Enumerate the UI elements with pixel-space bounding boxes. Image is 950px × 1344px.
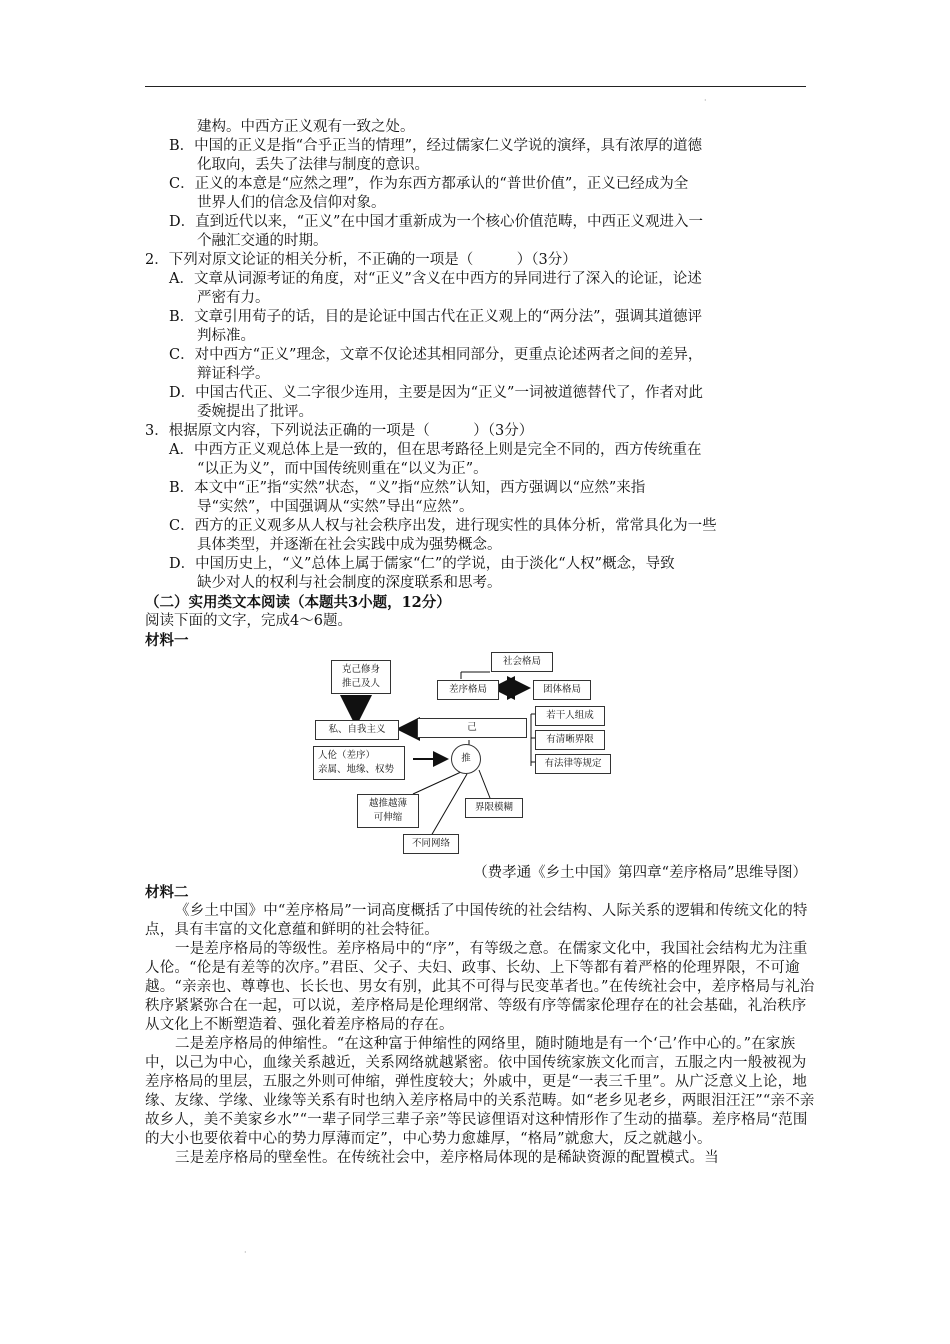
label: 可伸缩 [373,812,403,823]
box-self [417,718,527,738]
figure-caption: （费孝通《乡土中国》第四章“差序格局”思维导图） [473,865,807,881]
box-attr-members [535,706,605,726]
paragraph: 三是差序格局的壁垒性。在传统社会中，差序格局体现的是稀缺资源的配置模式。当 [175,1150,719,1166]
q2-option-d-cont: 委婉提出了批评。 [197,404,313,420]
label: 推 [461,753,471,764]
box-human-relations [313,746,405,780]
q1-option-c: C．正义的本意是“应然之理”，作为东西方都承认的“普世价值”，正义已经成为全 [169,176,689,192]
q1-option-b-cont: 化取向，丢失了法律与制度的意识。 [197,157,429,173]
connector [479,770,490,798]
content [145,118,815,1168]
material-two-label: 材料二 [145,884,189,901]
label: 差序格局 [448,684,487,695]
box-different-networks [403,834,459,854]
label: 不同网络 [411,838,450,849]
label: 私、自我主义 [328,724,386,735]
header-rule [145,86,806,87]
label: 有清晰界限 [546,734,594,745]
q2-stem: 2．下列对原文论证的相关分析，不正确的一项是（ ）（3分） [145,252,577,268]
paragraph: 一是差序格局的等级性。差序格局中的“序”，有等级之意。在儒家文化中，我国社会结构尤为注重人伦。“伦是有差等的次序。”君臣、父子、夫妇、政事、长幼、上下等都有着严格的伦理界限，不可逾越。“亲亲也、尊尊也、长长也、男女有别，此其不可得与民变革者也。”在传统社会中，差序格局与礼治秩序紧紧弥合在一起，可以说，差序格局是伦理纲常、等级有序等儒家伦理存在的社会基础，礼治秩序从文化上不断塑造着、强化着差序格局的存在。 [145,941,815,1033]
box-group-pattern [533,680,591,700]
q2-option-b-cont: 判标准。 [197,328,255,344]
section-instruction: 阅读下面的文字，完成4～6题。 [145,613,352,629]
q3-option-c: C．西方的正义观多从人权与社会秩序出发，进行现实性的具体分析，常常具化为一些 [169,518,717,534]
label: 亲属、地缘、权势 [318,764,395,775]
label: 界限模糊 [474,802,513,813]
mind-map-diagram [145,652,815,862]
box-attr-law [535,754,611,774]
q3-option-b-cont: 导“实然”，中国强调从“实然”导出“应然”。 [197,499,474,515]
speck: · [244,1248,247,1257]
q3-option-b: B．本文中“正”指“实然”状态，“义”指“应然”认知，西方强调以“应然”来指 [169,480,646,496]
q2-option-c: C．对中西方“正义”理念，文章不仅论述其相同部分，更重点论述两者之间的差异， [169,347,703,363]
q1-option-b: B．中国的正义是指“合乎正当的情理”，经过儒家仁义学说的演绎，具有浓厚的道德 [169,138,702,154]
connector [413,772,461,794]
q2-option-b: B．文章引用荀子的话，目的是论证中国古代在正义观上的“两分法”，强调其道德评 [169,309,702,325]
box-selfishness [315,720,399,740]
box-attr-boundary [535,730,605,750]
label: 克己修身 [341,664,380,675]
label: 人伦（差序） [318,750,376,761]
q3-stem: 3．根据原文内容，下列说法正确的一项是（ ）（3分） [145,423,534,439]
box-self-cultivation [331,660,391,694]
material-one-label: 材料一 [145,632,189,649]
q1-option-c-cont: 世界人们的信念及信仰对象。 [197,195,386,211]
box-differential-mode [437,680,499,700]
circle-push [451,744,481,774]
q1-option-a-cont: 建构。中西方正义观有一致之处。 [197,119,415,135]
q3-option-a: A．中西方正义观总体上是一致的，但在思考路径上则是完全不同的，西方传统重在 [169,442,702,458]
q1-option-d: D．直到近代以来，“正义”在中国才重新成为一个核心价值范畴，中西正义观进入一 [169,214,703,230]
paragraph: 《乡土中国》中“差序格局”一词高度概括了中国传统的社会结构、人际关系的逻辑和传统文化的特点，具有丰富的文化意蕴和鲜明的社会特征。 [145,903,808,938]
paragraph: 二是差序格局的伸缩性。“在这种富于伸缩性的网络里，随时随地是有一个‘己’作中心的。”在家族中，以己为中心，血缘关系越近，关系网络就越紧密。依中国传统家族文化而言，五服之内一般被视为差序格局的里层，五服之外则可伸缩，弹性度较大；外戚中，更是“一表三千里”。从广泛意义上论，地缘、友缘、学缘、业缘等关系有时也纳入差序格局中的关系范畴。如“老乡见老乡，两眼泪汪汪”“亲不亲故乡人，美不美家乡水”“一辈子同学三辈子亲”等民谚俚语对这种情形作了生动的描摹。差序格局“范围的大小也要依着中心的势力厚薄而定”，中心势力愈雄厚，“格局”就愈大，反之就越小。 [145,1036,815,1147]
q2-option-a-cont: 严密有力。 [197,290,270,306]
label: 己 [467,722,477,733]
q2-option-d: D．中国古代正、义二字很少连用，主要是因为“正义”一词被道德替代了，作者对此 [169,385,703,401]
box-thinner [357,794,419,828]
q3-option-c-cont: 具体类型，并逐渐在社会实践中成为强势概念。 [197,537,502,553]
q1-option-d-cont: 个融汇交通的时期。 [197,233,328,249]
section-title: （二）实用类文本阅读（本题共3小题，12分） [145,594,451,611]
q3-option-d: D．中国历史上，“义”总体上属于儒家“仁”的学说，由于淡化“人权”概念，导致 [169,556,675,572]
box-social-pattern [491,652,553,672]
label: 若干人组成 [546,710,594,721]
q2-option-c-cont: 辩证科学。 [197,366,270,382]
label: 团体格局 [542,684,581,695]
speck: · [704,96,707,105]
label: 越推越薄 [368,798,407,809]
q2-option-a: A．文章从词源考证的角度，对“正义”含义在中西方的异同进行了深入的论证，论述 [169,271,702,287]
q3-option-a-cont: “以正为义”，而中国传统则重在“以义为正”。 [197,461,488,477]
label: 推己及人 [341,678,380,689]
label: 有法律等规定 [544,758,602,769]
q3-option-d-cont: 缺少对人的权利与社会制度的深度联系和思考。 [197,575,502,591]
label: 社会格局 [502,656,541,667]
box-vague-boundary [465,798,523,818]
